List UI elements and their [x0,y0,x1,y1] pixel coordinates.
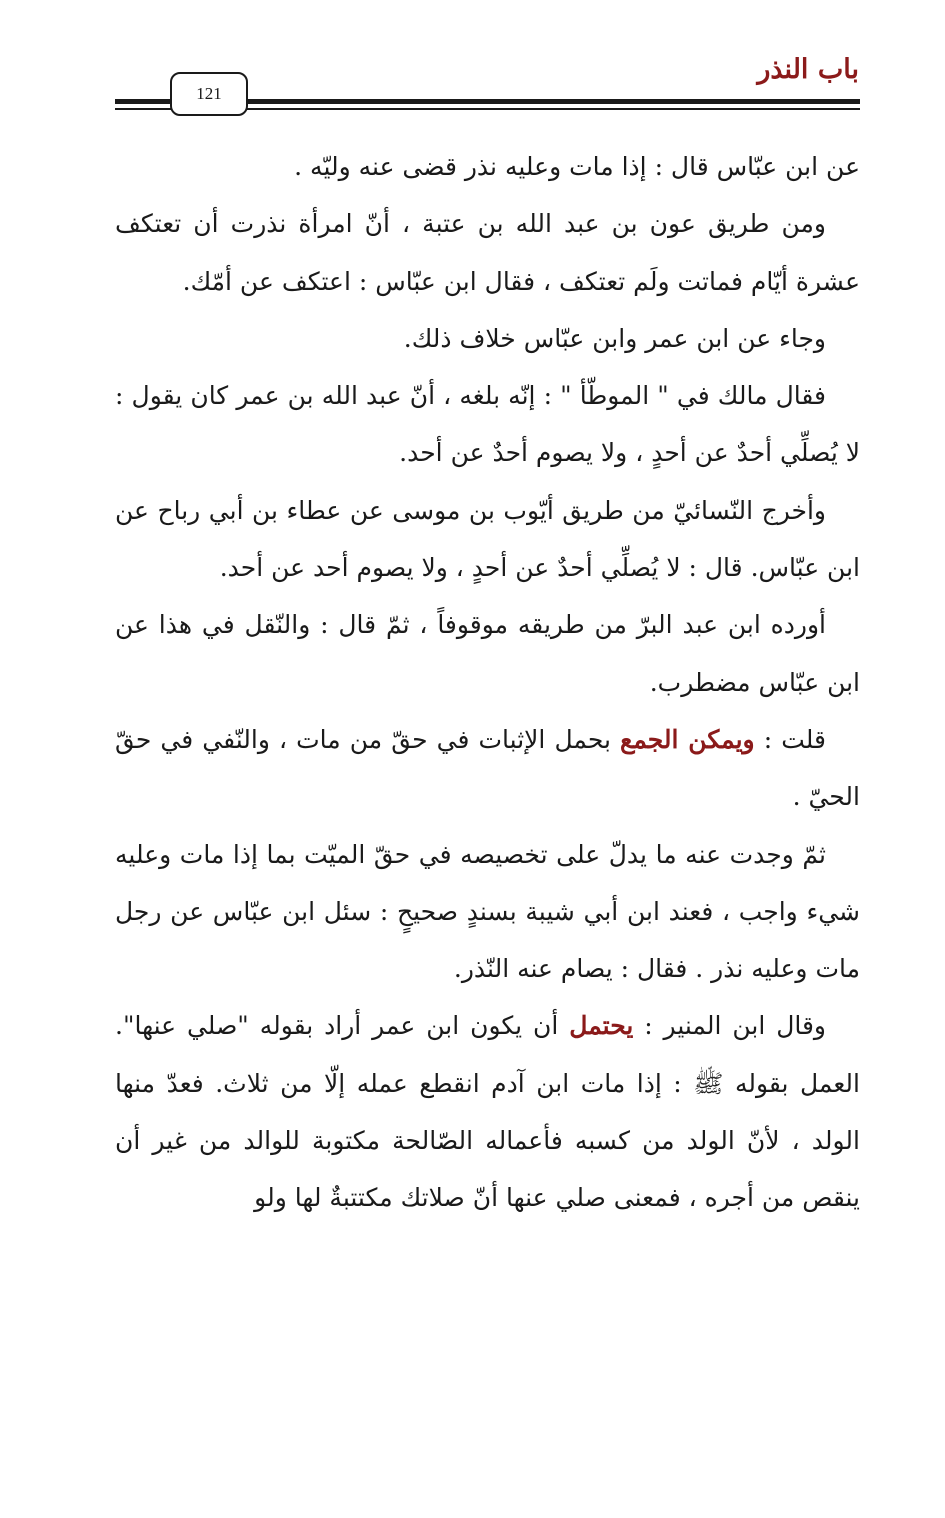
paragraph: ومن طريق عون بن عبد الله بن عتبة ، أنّ امرأة نذرت أن تعتكف عشرة أيّام فماتت ولَم تعتكف ، فقال ابن عبّاس : اعتكف عن أمّك. [115,209,860,296]
highlighted-phrase: ويمكن الجمع [620,724,755,754]
paragraph: وأخرج النّسائيّ من طريق أيّوب بن موسى عن عطاء بن أبي رباح عن ابن عبّاس. قال : لا يُصلِّي أحدٌ عن أحدٍ ، ولا يصوم أحد عن أحد. [115,495,860,583]
paragraph-text: وقال ابن المنير : [633,1011,826,1041]
paragraph: وجاء عن ابن عمر وابن عبّاس خلاف ذلك. [403,323,826,353]
paragraph [115,711,860,826]
paragraph: ثمّ وجدت عنه ما يدلّ على تخصيصه في حقّ الميّت بما إذا مات وعليه شيء واجب ، فعند ابن أبي شيبة بسندٍ صحيحٍ : سئل ابن عبّاس عن رجل مات وعليه نذر . فقال : يصام عنه النّذر. [115,839,860,984]
chapter-title: باب النذر [757,54,859,85]
page-header [0,0,945,130]
page-number: 121 [170,72,248,116]
paragraph-text: أن يكون ابن عمر أراد بقوله "صلي عنها". العمل بقوله ﷺ : إذا مات ابن آدم انقطع عمله إلّا من ثلاث. فعدّ منها الولد ، لأنّ الولد من كسبه فأعماله الصّالحة مكتوبة للوالد من غير أن ينقص من أجره ، فمعنى صلي عنها أنّ صلاتك مكتتبةٌ لها ولو [115,1011,860,1213]
body-text [115,138,860,1227]
paragraph-text: قلت : [754,724,826,754]
paragraph: فقال مالك في " الموطّأ " : إنّه بلغه ، أنّ عبد الله بن عمر كان يقول : لا يُصلِّي أحدٌ عن أحدٍ ، ولا يصوم أحدٌ عن أحد. [115,381,860,468]
highlighted-phrase: يحتمل [569,1011,634,1041]
paragraph: أورده ابن عبد البرّ من طريقه موقوفاً ، ثمّ قال : والنّقل في هذا عن ابن عبّاس مضطرب. [115,610,860,697]
paragraph: عن ابن عبّاس قال : إذا مات وعليه نذر قضى عنه وليّه . [294,152,860,181]
paragraph-text: بحمل الإثبات في حقّ من مات ، والنّفي في حقّ الحيّ . [115,724,860,812]
paragraph [115,997,860,1226]
